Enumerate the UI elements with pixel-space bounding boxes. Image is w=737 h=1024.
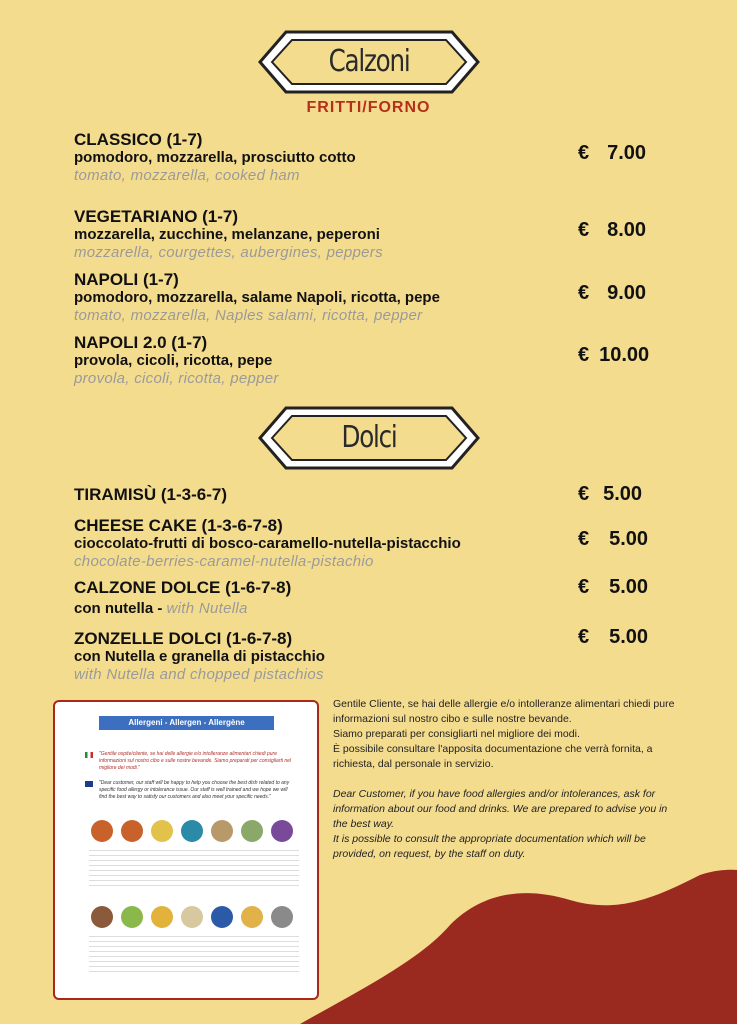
crustaceans-icon — [121, 820, 143, 842]
allergen-labels-row-2 — [89, 932, 299, 976]
item-ingredients-en: tomato, mozzarella, cooked ham — [74, 167, 300, 184]
dolci-title: Dolci — [341, 420, 397, 455]
item-price: € 5.00 — [578, 626, 649, 648]
item-ingredients-it: provola, cicoli, ricotta, pepe — [74, 352, 273, 369]
gluten-icon — [91, 820, 113, 842]
sesame-icon — [181, 906, 203, 928]
item-name: NAPOLI 2.0 (1-7) — [74, 333, 208, 352]
item-ingredients-en: with Nutella and chopped pistachios — [74, 666, 324, 683]
molluscs-icon — [271, 906, 293, 928]
item-name: NAPOLI (1-7) — [74, 270, 179, 289]
item-name: ZONZELLE DOLCI (1-6-7-8) — [74, 629, 293, 648]
soy-icon — [241, 820, 263, 842]
item-price: € 7.00 — [578, 142, 647, 164]
peanuts-icon — [211, 820, 233, 842]
info-it-3: È possibile consultare l'apposita documentazione che verrà fornita, a richiesta, dal personale in servizio. — [333, 743, 653, 770]
item-ingredients: con nutella - with Nutella — [74, 600, 248, 617]
item-price: € 5.00 — [578, 528, 649, 550]
item-ingredients-en: tomato, mozzarella, Naples salami, ricotta, pepper — [74, 307, 423, 324]
italy-flag-icon — [85, 752, 93, 758]
allergen-chart-card — [53, 700, 319, 1000]
celery-icon — [121, 906, 143, 928]
sulphites-icon — [211, 906, 233, 928]
uk-flag-icon — [85, 781, 93, 787]
mustard-icon — [151, 906, 173, 928]
item-ingredients-en: chocolate-berries-caramel-nutella-pistachio — [74, 553, 374, 570]
item-ingredients-en: provola, cicoli, ricotta, pepper — [74, 370, 279, 387]
item-ingredients-it: mozzarella, zucchine, melanzane, peperoni — [74, 226, 380, 243]
dolci-banner — [258, 406, 480, 470]
item-ingredients-it: pomodoro, mozzarella, salame Napoli, ricotta, pepe — [74, 289, 440, 306]
lupin-icon — [241, 906, 263, 928]
item-price: € 5.00 — [578, 483, 643, 505]
allergy-info-text — [333, 697, 683, 862]
item-name: CALZONE DOLCE (1-6-7-8) — [74, 578, 292, 597]
item-name: CHEESE CAKE (1-3-6-7-8) — [74, 516, 283, 535]
info-en-2: It is possible to consult the appropriate documentation which will be provided, on request, by the staff on duty. — [333, 833, 646, 860]
item-ingredients-it: con Nutella e granella di pistacchio — [74, 648, 325, 665]
info-it-1: Gentile Cliente, se hai delle allergie e/o intolleranze alimentari chiedi pure informazioni sul nostro cibo e sulle nostre bevande. — [333, 698, 675, 725]
item-ingredients-it: pomodoro, mozzarella, prosciutto cotto — [74, 149, 356, 166]
info-it-2: Siamo preparati per consigliarti nel migliore dei modi. — [333, 728, 580, 740]
item-name: VEGETARIANO (1-7) — [74, 207, 239, 226]
item-price: € 5.00 — [578, 576, 649, 598]
item-name: CLASSICO (1-7) — [74, 130, 203, 149]
allergen-labels-row-1 — [89, 846, 299, 890]
item-price: € 8.00 — [578, 219, 647, 241]
nuts-icon — [91, 906, 113, 928]
allergen-chart-header: Allergeni - Allergen - Allergène — [99, 716, 274, 730]
item-name: TIRAMISÙ (1-3-6-7) — [74, 485, 228, 504]
allergen-chart-en-text: "Dear customer, our staff will be happy to help you choose the best dish related to any specific food allergy or intolerance issue. Our staff is well trained and we hope we will find the best way to satisfy our customers and also meet your specific needs." — [99, 780, 290, 800]
item-ingredients-it: cioccolato-frutti di bosco-caramello-nutella-pistacchio — [74, 535, 461, 552]
calzoni-title: Calzoni — [328, 44, 410, 79]
allergen-chart-it-text: "Gentile ospite/cliente, se hai delle allergie e/o intolleranze alimentari chiedi pure informazioni sul nostro cibo e sulle nostre bevande. Siamo preparati per consigliarti nel migliore dei modi." — [99, 751, 292, 771]
info-en-1: Dear Customer, if you have food allergies and/or intolerances, ask for information about our food and drinks. We are prepared to advise you in the best way. — [333, 788, 668, 830]
item-price: € 9.00 — [578, 282, 647, 304]
item-price: € 10.00 — [578, 344, 650, 366]
calzoni-banner — [258, 30, 480, 94]
milk-icon — [271, 820, 293, 842]
fish-icon — [181, 820, 203, 842]
calzoni-subtitle: FRITTI/FORNO — [306, 99, 431, 116]
item-ingredients-en: mozzarella, courgettes, aubergines, peppers — [74, 244, 383, 261]
eggs-icon — [151, 820, 173, 842]
